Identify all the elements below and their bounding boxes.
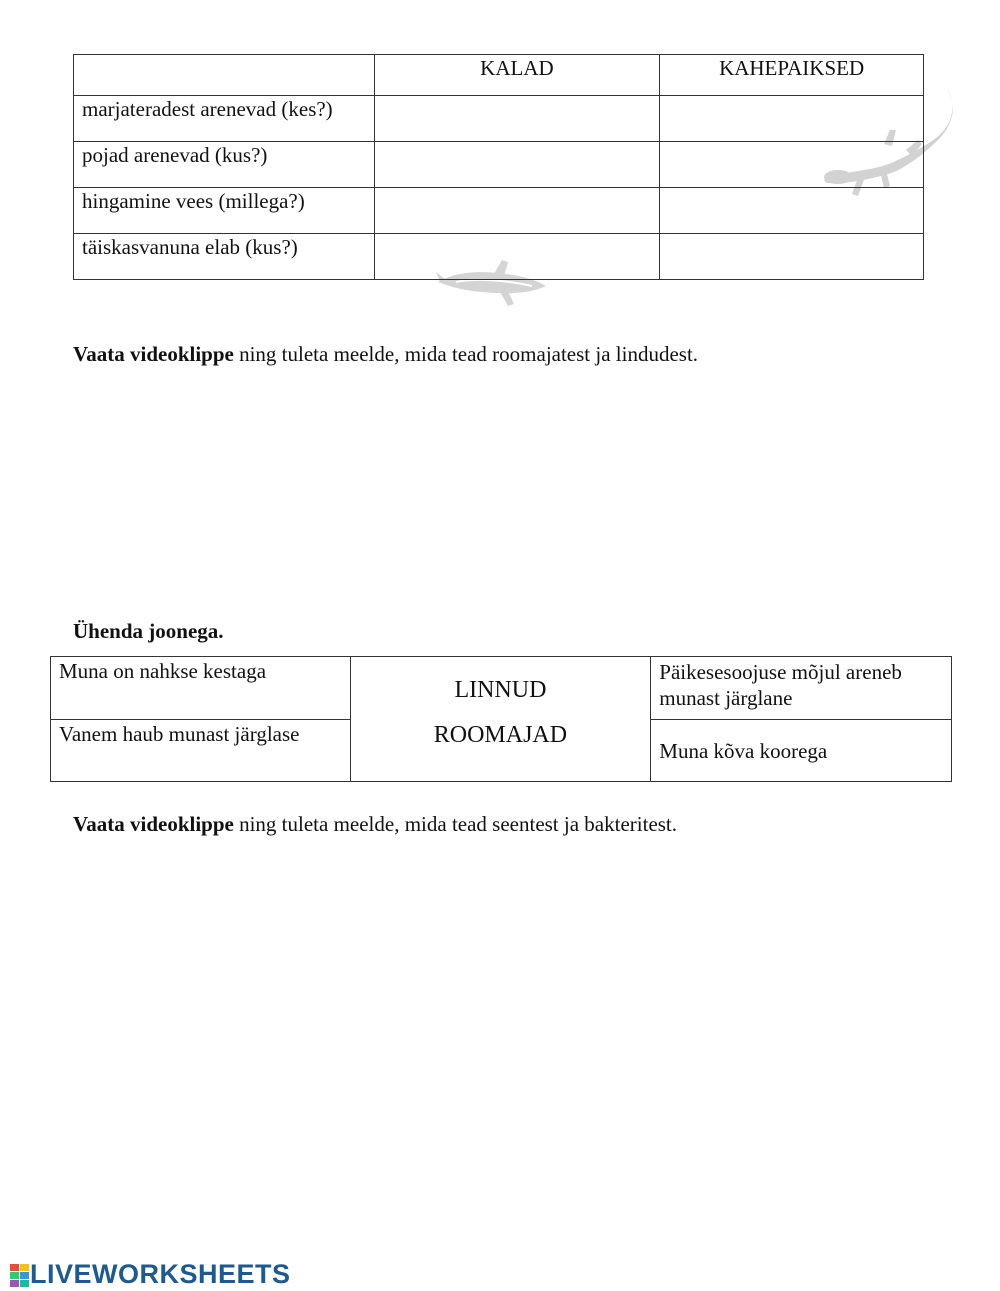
match-category[interactable]: ROOMAJAD bbox=[433, 722, 568, 748]
table-header-cell: KALAD bbox=[374, 55, 660, 96]
answer-cell[interactable] bbox=[374, 142, 660, 188]
row-label: marjateradest arenevad (kes?) bbox=[74, 96, 375, 142]
instruction-bold: Vaata videoklippe bbox=[73, 342, 234, 366]
instruction-reptiles-birds bbox=[73, 342, 698, 367]
instruction-text: ning tuleta meelde, mida tead roomajatest ja lindudest. bbox=[233, 342, 699, 366]
matching-heading: Ühenda joonega. bbox=[73, 619, 224, 643]
logo-blocks-icon bbox=[10, 1262, 30, 1288]
fish-amphibian-table bbox=[73, 54, 924, 280]
answer-cell[interactable] bbox=[660, 188, 924, 234]
table-row bbox=[51, 657, 952, 720]
instruction-text: ning tuleta meelde, mida tead seentest ja bakteritest. bbox=[233, 812, 678, 836]
row-label: hingamine vees (millega?) bbox=[74, 188, 375, 234]
table-header-cell bbox=[74, 55, 375, 96]
table-header-cell: KAHEPAIKSED bbox=[660, 55, 924, 96]
table-row bbox=[74, 96, 924, 142]
answer-cell[interactable] bbox=[374, 96, 660, 142]
table-row bbox=[74, 188, 924, 234]
match-left-item[interactable]: Muna on nahkse kestaga bbox=[51, 657, 351, 720]
instruction-fungi-bacteria bbox=[73, 812, 677, 837]
answer-cell[interactable] bbox=[660, 142, 924, 188]
match-left-item[interactable]: Vanem haub munast järglase bbox=[51, 720, 351, 782]
answer-cell[interactable] bbox=[374, 188, 660, 234]
match-right-item[interactable]: Muna kõva koorega bbox=[651, 720, 952, 782]
liveworksheets-logo bbox=[10, 1259, 291, 1290]
match-category[interactable]: LINNUD bbox=[454, 677, 547, 703]
row-label: pojad arenevad (kus?) bbox=[74, 142, 375, 188]
matching-table bbox=[50, 656, 952, 782]
answer-cell[interactable] bbox=[660, 234, 924, 280]
answer-cell[interactable] bbox=[374, 234, 660, 280]
logo-text: LIVEWORKSHEETS bbox=[30, 1259, 291, 1289]
table-header-row bbox=[74, 55, 924, 96]
match-middle-cell bbox=[350, 657, 651, 782]
row-label: täiskasvanuna elab (kus?) bbox=[74, 234, 375, 280]
answer-cell[interactable] bbox=[660, 96, 924, 142]
match-right-item[interactable]: Päikesesoojuse mõjul areneb munast järglane bbox=[651, 657, 952, 720]
instruction-bold: Vaata videoklippe bbox=[73, 812, 234, 836]
table-row bbox=[74, 142, 924, 188]
table-row bbox=[74, 234, 924, 280]
